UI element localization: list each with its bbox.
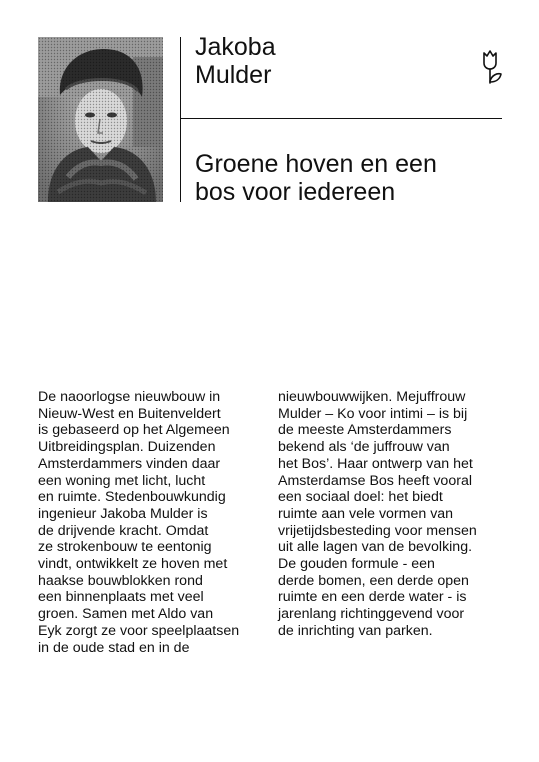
horizontal-divider bbox=[181, 118, 502, 119]
body-line: groen. Samen met Aldo van bbox=[38, 606, 214, 623]
body-line: ruimte aan vele vormen van bbox=[278, 505, 454, 522]
body-line: jarenlang richtinggevend voor bbox=[278, 606, 465, 623]
body-line: De naoorlogse nieuwbouw in bbox=[38, 389, 221, 405]
article-title-line: Groene hoven en een bbox=[195, 150, 437, 178]
tulip-icon bbox=[478, 47, 504, 85]
body-line: is gebaseerd op het Algemeen bbox=[38, 422, 230, 439]
vertical-divider bbox=[180, 37, 181, 202]
body-line: ingenieur Jakoba Mulder is bbox=[38, 505, 208, 522]
body-line: derde bomen, een derde open bbox=[278, 572, 469, 589]
body-line: Uitbreidingsplan. Duizenden bbox=[38, 439, 216, 456]
body-line: bekend als ‘de juffrouw van bbox=[278, 439, 450, 456]
body-line: een sociaal doel: het biedt bbox=[278, 489, 443, 506]
person-name bbox=[195, 33, 425, 89]
body-line: in de oude stad en in de bbox=[38, 639, 190, 656]
body-line: een woning met licht, lucht bbox=[38, 472, 206, 489]
article-title bbox=[195, 150, 495, 206]
body-line: Amsterdammers vinden daar bbox=[38, 455, 221, 472]
article-column-left bbox=[38, 389, 263, 656]
body-line: Eyk zorgt ze voor speelplaatsen bbox=[38, 622, 240, 639]
body-line: en ruimte. Stedenbouwkundig bbox=[38, 489, 226, 506]
body-line: Mulder – Ko voor intimi – is bij bbox=[278, 405, 468, 422]
article-column-right bbox=[278, 389, 503, 640]
body-line: De gouden formule - een bbox=[278, 556, 435, 573]
person-name-line: Mulder bbox=[195, 61, 272, 89]
body-line: haakse bouwblokken rond bbox=[38, 572, 203, 589]
body-line: de inrichting van parken. bbox=[278, 622, 433, 639]
body-line: een binnenplaats met veel bbox=[38, 589, 204, 606]
article-title-line: bos voor iedereen bbox=[195, 178, 396, 206]
body-line: de drijvende kracht. Omdat bbox=[38, 522, 209, 539]
body-line: vrijetijdsbesteding voor mensen bbox=[278, 522, 477, 539]
body-line: uit alle lagen van de bevolking. bbox=[278, 539, 473, 556]
person-name-line: Jakoba bbox=[195, 33, 276, 61]
body-line: Nieuw-West en Buitenveldert bbox=[38, 405, 221, 422]
body-line: ze strokenbouw te eentonig bbox=[38, 539, 212, 556]
body-line: vindt, ontwikkelt ze hoven met bbox=[38, 556, 228, 573]
body-line: het Bos’. Haar ontwerp van het bbox=[278, 455, 473, 472]
portrait-photo bbox=[38, 37, 163, 202]
body-line: Amsterdamse Bos heeft vooral bbox=[278, 472, 472, 489]
body-line: ruimte en een derde water - is bbox=[278, 589, 467, 606]
body-line: nieuwbouwwijken. Mejuffrouw bbox=[278, 389, 466, 405]
body-line: de meeste Amsterdammers bbox=[278, 422, 452, 439]
